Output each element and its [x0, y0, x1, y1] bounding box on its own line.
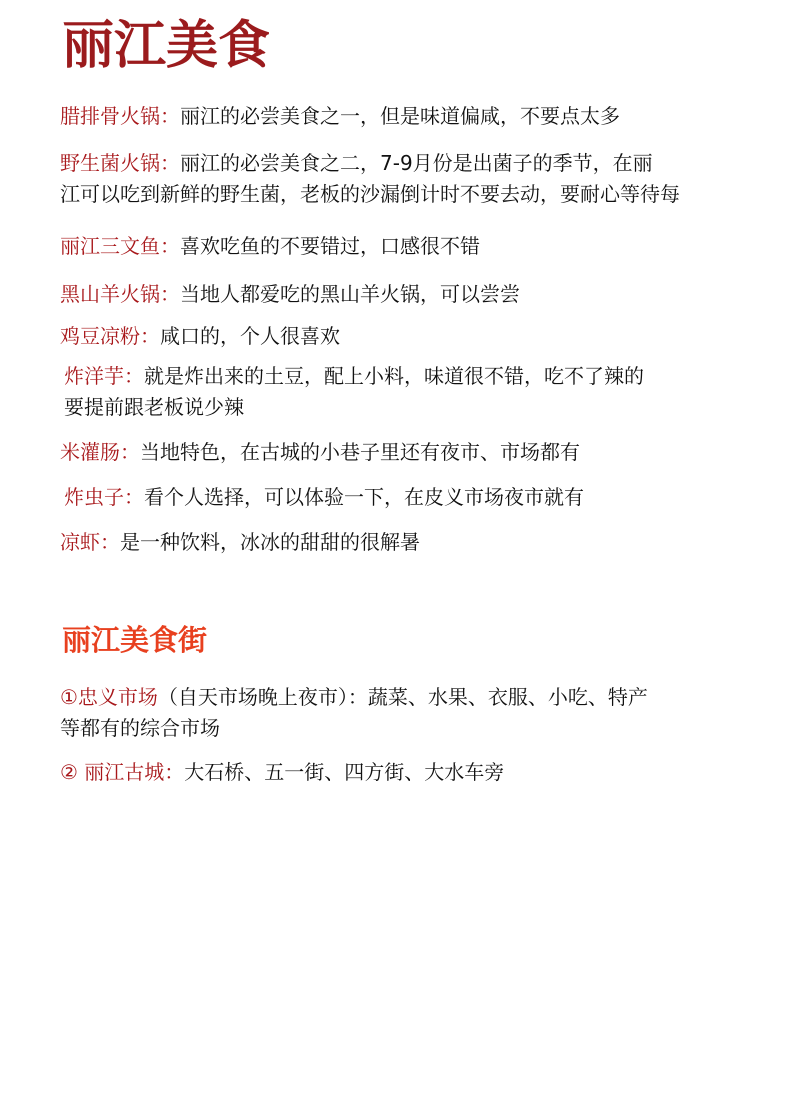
food-street-description: （自天市场晚上夜市）：蔬菜、水果、衣服、小吃、特产 — [157, 685, 648, 709]
food-item-description: 喜欢吃鱼的不要错过，口感很不错 — [180, 234, 480, 258]
food-item — [60, 321, 340, 352]
section-heading-food-street: 丽江美食街 — [62, 623, 208, 657]
food-item — [64, 361, 644, 423]
food-item-separator: ： — [120, 440, 140, 464]
food-item-description-continued: 要提前跟老板说少辣 — [64, 395, 244, 419]
food-item-name: 丽江三文鱼 — [60, 234, 160, 258]
food-item-name: 黑山羊火锅 — [60, 282, 160, 306]
food-item-description: 丽江的必尝美食之一，但是味道偏咸，不要点太多 — [180, 104, 620, 128]
page-title: 丽江美食 — [62, 15, 271, 76]
food-street-separator: ： — [164, 760, 185, 784]
food-item — [60, 148, 680, 210]
food-item-name: 米灌肠 — [60, 440, 120, 464]
food-item-description: 看个人选择，可以体验一下，在皮义市场夜市就有 — [144, 485, 584, 509]
food-item-name: 腊排骨火锅 — [60, 104, 160, 128]
food-street-name: ①忠义市场 — [60, 685, 158, 709]
food-item-separator: ： — [124, 364, 144, 388]
food-item-description-continued: 江可以吃到新鲜的野生菌，老板的沙漏倒计时不要去动，要耐心等待每 — [60, 182, 680, 206]
food-item-name: 鸡豆凉粉 — [60, 324, 140, 348]
food-item — [64, 482, 584, 513]
food-item-name: 凉虾 — [60, 530, 100, 554]
food-item — [60, 437, 580, 468]
food-street-name: ② 丽江古城 — [60, 760, 165, 784]
food-item-separator: ： — [160, 151, 180, 175]
food-item-name: 炸洋芋 — [64, 364, 124, 388]
food-street-item — [60, 757, 504, 788]
food-item-separator: ： — [160, 104, 180, 128]
food-item-description: 就是炸出来的土豆，配上小料，味道很不错，吃不了辣的 — [144, 364, 644, 388]
food-item-separator: ： — [124, 485, 144, 509]
food-item-separator: ： — [140, 324, 160, 348]
food-item — [60, 231, 480, 262]
food-item-name: 炸虫子 — [64, 485, 124, 509]
food-item — [60, 101, 620, 132]
food-item-separator: ： — [160, 234, 180, 258]
food-item — [60, 279, 520, 310]
food-item-description: 当地人都爱吃的黑山羊火锅，可以尝尝 — [180, 282, 520, 306]
food-street-item — [60, 682, 648, 744]
food-item-separator: ： — [100, 530, 120, 554]
food-item-separator: ： — [160, 282, 180, 306]
food-street-description-continued: 等都有的综合市场 — [60, 716, 220, 740]
food-item-description: 咸口的，个人很喜欢 — [160, 324, 340, 348]
food-item-name: 野生菌火锅 — [60, 151, 160, 175]
food-item-description: 当地特色，在古城的小巷子里还有夜市、市场都有 — [140, 440, 580, 464]
food-item — [60, 527, 420, 558]
food-street-description: 大石桥、五一街、四方街、大水车旁 — [184, 760, 505, 784]
food-item-description: 是一种饮料，冰冰的甜甜的很解暑 — [120, 530, 420, 554]
food-item-description: 丽江的必尝美食之二，7-9月份是出菌子的季节，在⁠丽 — [180, 151, 653, 175]
